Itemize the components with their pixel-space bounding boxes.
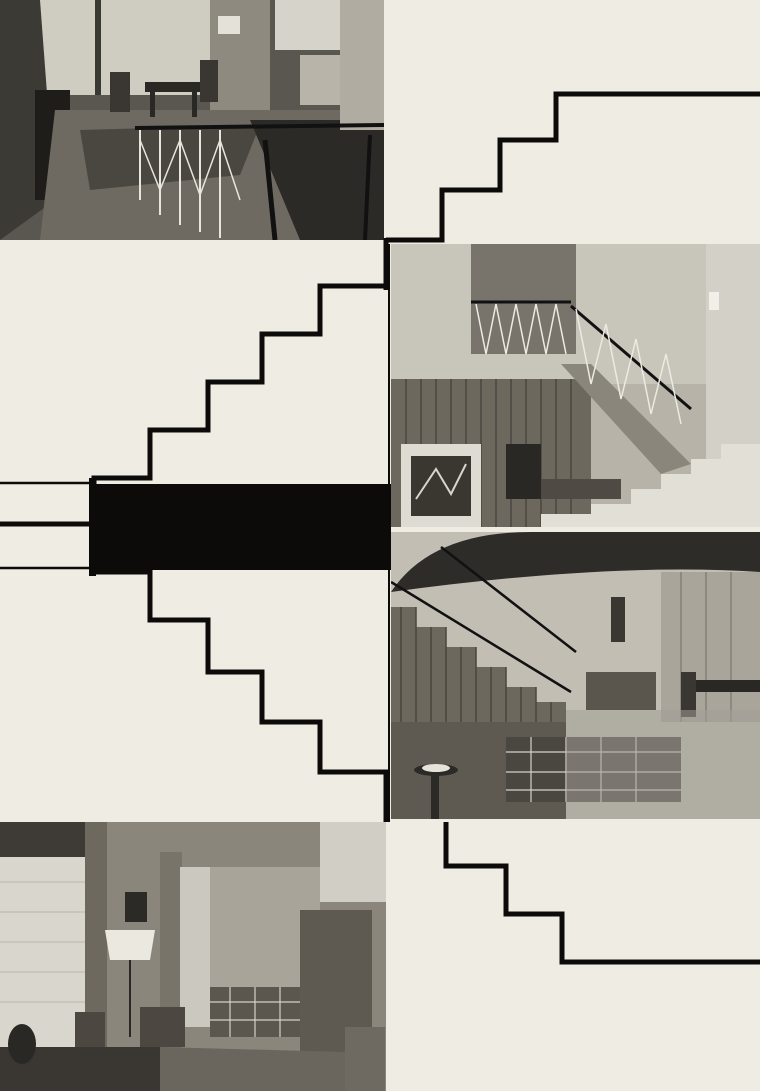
step-line-center-lower <box>94 572 386 822</box>
step-line-center-upper <box>94 286 386 486</box>
step-line-top-right <box>386 94 760 240</box>
black-bar <box>94 484 391 570</box>
black-bar-edge <box>89 478 96 576</box>
step-line-bottom-right <box>446 822 760 962</box>
